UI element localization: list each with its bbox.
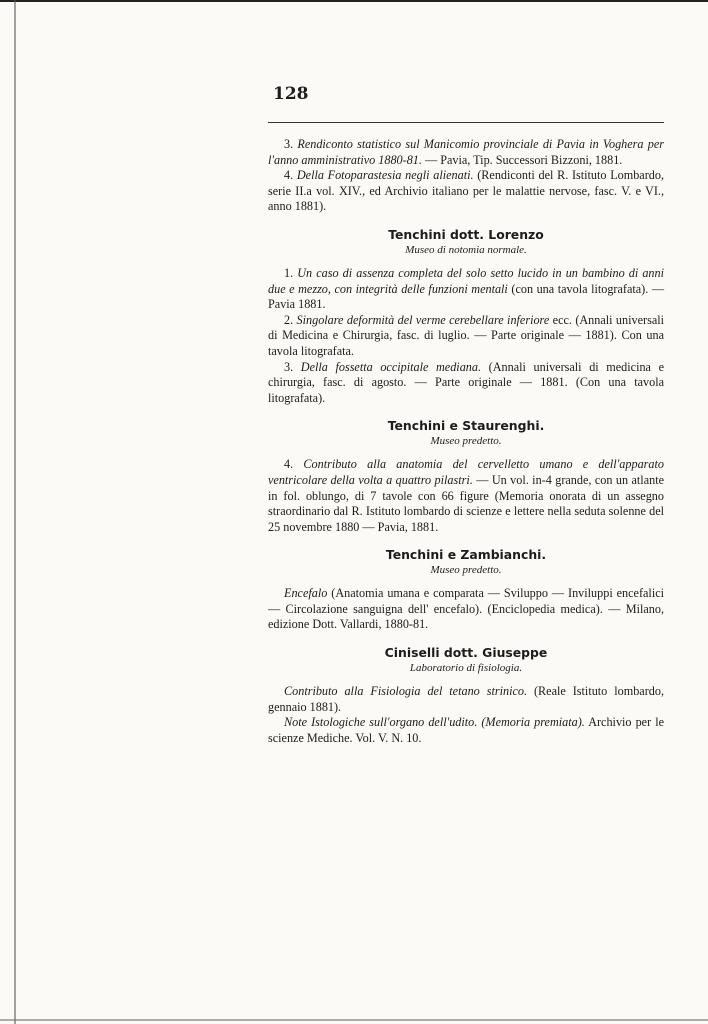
section-continuation bbox=[268, 137, 664, 215]
entry-title: Un caso di assenza completa del solo setto lucido in un bambino di anni due e mezzo, con integrità delle funzioni mentali bbox=[268, 265, 665, 296]
section-tenchini-zambianchi bbox=[268, 547, 664, 633]
entry-title: Encefalo bbox=[284, 586, 328, 601]
entry-number: 4. bbox=[284, 457, 304, 472]
scan-top-edge bbox=[0, 0, 708, 2]
entry-title: Note Istologiche sull'organo dell'udito. (Memoria premiata). bbox=[284, 715, 585, 730]
department-subtitle: Laboratorio di fisiologia. bbox=[409, 662, 523, 675]
bibliography-entry bbox=[268, 266, 664, 313]
bibliography-entry bbox=[268, 684, 664, 715]
department-subtitle: Museo di notomia normale. bbox=[405, 243, 527, 256]
bibliography-entry bbox=[268, 313, 664, 360]
page-content bbox=[268, 137, 664, 746]
entry-details: ecc. (Annali universali di Medicina e Chirurgia, fasc. di luglio. — Parte originale — 1881). Con una tavola litografata. bbox=[268, 312, 664, 358]
bibliography-entry bbox=[268, 715, 664, 746]
entry-details: — Pavia, Tip. Successori Bizzoni, 1881. bbox=[421, 152, 623, 167]
entry-title: Contributo alla anatomia del cervelletto umano e dell'apparato ventricolare della volta a quattro pilastri. bbox=[268, 457, 664, 487]
page-number: 128 bbox=[273, 84, 309, 104]
department-subtitle: Museo predetto. bbox=[430, 435, 502, 448]
bibliography-entry bbox=[268, 586, 664, 633]
entry-details: Archivio per le scienze Mediche. Vol. V. N. 10. bbox=[268, 715, 664, 745]
scan-bottom-edge bbox=[0, 1019, 708, 1021]
author-heading: Tenchini e Zambianchi. bbox=[385, 547, 547, 563]
entry-number: 2. bbox=[284, 312, 297, 327]
bibliography-entry bbox=[268, 457, 664, 535]
entry-number: 4. bbox=[284, 168, 297, 183]
section-ciniselli bbox=[268, 645, 664, 746]
entry-details: — Un vol. in-4 grande, con un atlante in fol. oblungo, di 7 tavole con 66 figure (Memoria onorata di un assegno straordinario dal R. Istituto lombardo di scienze e lettere nella seduta solenne del 25 novembre 1880 — Pavia, 1881. bbox=[268, 472, 664, 534]
entry-title: Rendiconto statistico sul Manicomio provinciale di Pavia in Voghera per l'anno amministrativo 1880-81. bbox=[268, 137, 664, 167]
entry-details: (con una tavola litografata). — Pavia 1881. bbox=[268, 281, 665, 312]
author-heading: Ciniselli dott. Giuseppe bbox=[384, 645, 548, 661]
bibliography-entry bbox=[268, 137, 664, 168]
entry-details: (Anatomia umana e comparata — Sviluppo — Inviluppi encefalici — Circolazione sanguigna dell' encefalo). (Enciclopedia medica). — Milano, edizione Dott. Vallardi, 1880-81. bbox=[268, 586, 664, 632]
entry-details: (Rendiconti del R. Istituto Lombardo, serie II.a vol. XIV., ed Archivio italiano per le malattie nervose, fasc. V. e VI., anno 1881). bbox=[268, 168, 665, 214]
bibliography-entry bbox=[268, 360, 664, 407]
entry-title: Contributo alla Fisiologia del tetano strinico. bbox=[284, 684, 528, 699]
author-heading: Tenchini e Staurenghi. bbox=[387, 418, 545, 434]
bibliography-entry bbox=[268, 168, 664, 215]
author-heading: Tenchini dott. Lorenzo bbox=[388, 226, 544, 242]
entry-details: (Reale Istituto lombardo, gennaio 1881). bbox=[268, 684, 664, 714]
entry-number: 3. bbox=[284, 137, 298, 151]
header-rule bbox=[268, 122, 664, 123]
section-tenchini-staurenghi bbox=[268, 418, 664, 535]
section-tenchini-lorenzo bbox=[268, 227, 664, 406]
entry-number: 3. bbox=[284, 359, 301, 374]
entry-title: Della fossetta occipitale mediana. bbox=[300, 359, 482, 374]
entry-details: (Annali universali di medicina e chirurgia, fasc. di agosto. — Parte originale — 1881. (Con una tavola litografata). bbox=[268, 359, 664, 405]
entry-number: 1. bbox=[284, 265, 298, 280]
scan-left-edge bbox=[14, 0, 16, 1024]
department-subtitle: Museo predetto. bbox=[430, 564, 502, 577]
entry-title: Della Fotoparastesia negli alienati. bbox=[296, 168, 474, 183]
entry-title: Singolare deformità del verme cerebellare inferiore bbox=[296, 312, 550, 327]
